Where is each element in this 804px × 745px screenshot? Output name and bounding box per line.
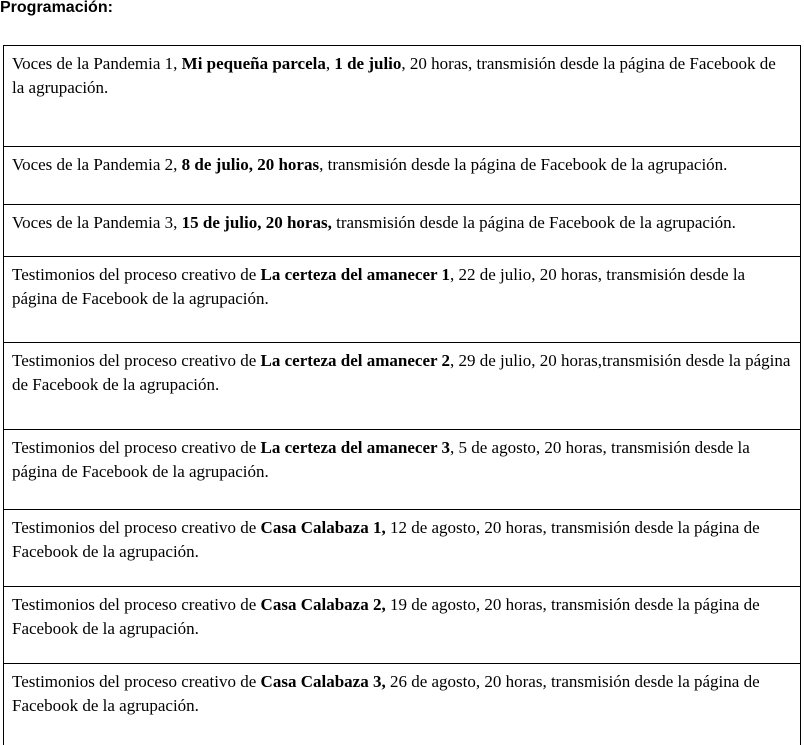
schedule-row-text: , transmisión desde la página de Facebook de la agrupación.: [319, 155, 728, 174]
schedule-row-text: Testimonios del proceso creativo de: [12, 595, 261, 614]
schedule-row-text: ,: [325, 54, 335, 73]
schedule-row-bold-text: 1 de julio: [334, 54, 402, 73]
schedule-row-text: Voces de la Pandemia 1,: [12, 54, 182, 73]
schedule-row-text: , 22 de julio, 20 horas, transmisión desde la página de Facebook de la agrupación.: [12, 265, 746, 308]
schedule-row-text: Testimonios del proceso creativo de: [12, 672, 261, 691]
schedule-row-bold-text: Casa Calabaza 2,: [260, 595, 386, 614]
schedule-row-bold-text: 15 de julio, 20 horas,: [181, 213, 332, 232]
schedule-row-bold-text: Casa Calabaza 1,: [260, 518, 386, 537]
schedule-row-text: , 5 de agosto, 20 horas, transmisión desde la página de Facebook de la agrupación.: [12, 438, 750, 481]
schedule-row-text: Testimonios del proceso creativo de: [12, 518, 261, 537]
section-heading: Programación:: [0, 0, 113, 16]
schedule-row-bold-text: La certeza del amanecer 1: [260, 265, 450, 284]
schedule-row: [4, 342, 800, 397]
schedule-row-bold-text: 8 de julio, 20 horas: [181, 155, 320, 174]
schedule-row: [4, 146, 800, 177]
schedule-row-text: transmisión desde la página de Facebook de la agrupación.: [331, 213, 736, 232]
schedule-row-text: Voces de la Pandemia 2,: [12, 155, 182, 174]
schedule-row-text: 19 de agosto, 20 horas, transmisión desde la página de Facebook de la agrupación.: [12, 595, 760, 638]
schedule-row: [4, 509, 800, 564]
schedule-row-text: Testimonios del proceso creativo de: [12, 351, 261, 370]
schedule-row-bold-text: Mi pequeña parcela: [181, 54, 326, 73]
schedule-row-text: Testimonios del proceso creativo de: [12, 265, 261, 284]
schedule-row-bold-text: La certeza del amanecer 3: [260, 438, 450, 457]
schedule-row: [4, 46, 800, 100]
schedule-row-text: , 29 de julio, 20 horas,transmisión desde la página de Facebook de la agrupación.: [12, 351, 791, 394]
schedule-row: [4, 586, 800, 641]
schedule-row: [4, 663, 800, 718]
schedule-row-text: 26 de agosto, 20 horas, transmisión desde la página de Facebook de la agrupación.: [12, 672, 760, 715]
schedule-row: [4, 204, 800, 235]
schedule-row: [4, 429, 800, 484]
schedule-row-text: , 20 horas, transmisión desde la página de Facebook de la agrupación.: [12, 54, 776, 97]
schedule-row-text: 12 de agosto, 20 horas, transmisión desde la página de Facebook de la agrupación.: [12, 518, 760, 561]
schedule-row: [4, 256, 800, 311]
schedule-row-text: Voces de la Pandemia 3,: [12, 213, 182, 232]
schedule-row-bold-text: Casa Calabaza 3,: [260, 672, 386, 691]
schedule-row-text: Testimonios del proceso creativo de: [12, 438, 261, 457]
schedule-row-bold-text: La certeza del amanecer 2: [260, 351, 450, 370]
schedule-table: [3, 45, 801, 745]
